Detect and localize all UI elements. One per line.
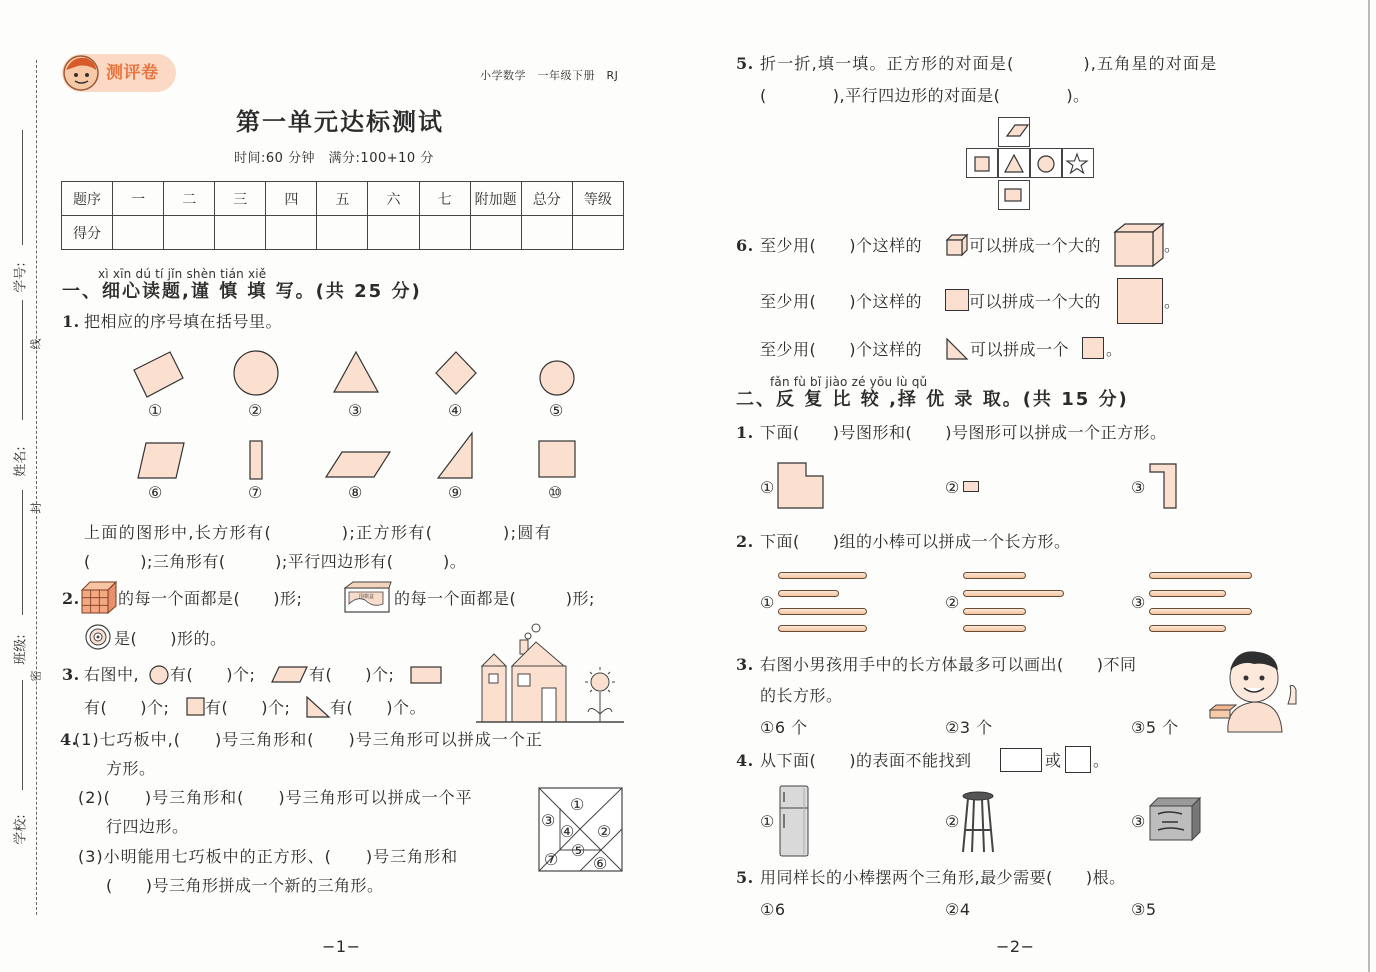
s2q2-opt2[interactable]: ② [945,593,960,612]
underline [22,680,23,790]
shape-label: ⑦ [248,483,263,502]
diamond-square-icon [436,352,476,394]
s2q5-opt1[interactable]: ①6 [760,900,786,919]
circle-shape-icon [540,361,574,395]
underline [22,490,23,615]
student-id-label: 学号: [13,262,29,293]
s2q2-opt3[interactable]: ③ [1131,593,1146,612]
circle-shape-icon [148,664,170,686]
cut-line [36,60,37,915]
q3-text-a2: 有( )个; [170,665,256,684]
score-input-cell[interactable] [368,216,419,250]
s2q3-number: 3. [736,655,754,674]
s2q4-opt3[interactable]: ③ [1131,812,1146,831]
parallelogram-shape-icon [270,665,310,685]
s2q1-opt2[interactable]: ② [945,478,960,497]
gift-box-icon [1148,796,1202,842]
tangram-label: ⑤ [571,841,586,860]
score-input-cell[interactable] [470,216,521,250]
score-input-cell[interactable] [113,216,164,250]
table-cell: 三 [215,182,266,216]
shape-label: ⑩ [548,483,563,502]
shape-label: ⑨ [448,483,463,502]
s2q4-text1: 从下面( )的表面不能找到 [760,751,972,770]
stool-icon [960,790,996,854]
r-q5-number: 5. [736,54,754,73]
page-edge [1368,0,1370,972]
shape-label: ⑥ [148,483,163,502]
score-input-cell[interactable] [317,216,368,250]
underline [22,300,23,420]
page-number-2: −2− [996,937,1035,956]
s2q5-opt3[interactable]: ③5 [1131,900,1157,919]
right-triangle-icon [304,694,332,720]
q3-text-a3: 有( )个; [309,665,395,684]
rectangle-outline-icon [1000,748,1042,772]
table-row [62,216,624,250]
stick-icon [1149,572,1252,579]
section1-pinyin: xì xīn dú tí jǐn shèn tián xiě [98,267,267,281]
tangram-label: ② [597,822,612,841]
boy-face-icon [62,54,100,92]
score-input-cell[interactable] [164,216,215,250]
shape-label: ⑤ [549,401,564,420]
l-shape-icon [776,461,826,511]
q1-answer-line2: ( );三角形有( );平行四边形有( )。 [84,552,467,571]
r-q6-line1a: 至少用( )个这样的 [760,236,922,255]
q2-part1: 的每一个面都是( )形; [118,589,303,608]
r-q5-line2: ( ),平行四边形的对面是( )。 [760,86,1090,105]
shape-label: ⑧ [348,483,363,502]
square-outline-icon [1065,746,1091,773]
r-q6-line3b: 可以拼成一个 [970,340,1070,359]
table-cell: 七 [419,182,470,216]
right-triangle-icon [944,336,970,362]
s2q3-opt2[interactable]: ②3 个 [945,718,993,737]
s2q1-text: 下面( )号图形和( )号图形可以拼成一个正方形。 [760,423,1167,442]
q4-line6: ( )号三角形拼成一个新的三角形。 [106,876,384,895]
shape-label: ③ [348,401,363,420]
target-icon [84,623,112,651]
net-symbols [966,117,1096,212]
triangle-shape-icon [1005,155,1023,172]
tangram-label: ④ [560,822,575,841]
r-q6-line3a: 至少用( )个这样的 [760,340,922,359]
s2q1-opt3[interactable]: ③ [1131,478,1146,497]
shape-label: ④ [448,401,463,420]
thin-rectangle-icon [250,441,262,479]
section1-title: 一、细心读题,谨 慎 填 写。(共 25 分) [62,281,422,302]
rectangle-shape-icon [409,665,443,685]
r-q6-line2b: 可以拼成一个大的 [969,292,1102,311]
line-mark: 线 [29,338,43,350]
r-q6-end3: 。 [1106,340,1123,359]
stick-icon [963,625,1026,632]
q1-answer-line1: 上面的图形中,长方形有( );正方形有( );圆有 [84,523,553,542]
square-shape-icon [185,696,207,718]
star-shape-icon [1067,154,1087,173]
s2q4-opt2[interactable]: ② [945,812,960,831]
table-row [62,182,624,216]
header-subject: 小学数学 一年级下册 RJ [480,69,619,82]
exam-meta: 时间:60 分钟 满分:100+10 分 [234,151,434,166]
stick-icon [778,572,867,579]
q4-number: 4. [60,730,78,749]
stick-icon [778,590,839,597]
page-number-1: −1− [322,937,361,956]
table-cell: 得分 [62,216,113,250]
stick-icon [963,572,1026,579]
table-cell: 等级 [572,182,623,216]
s2q3-line1: 右图小男孩用手中的长方体最多可以画出( )不同 [760,655,1137,674]
small-cube-icon [945,233,969,257]
small-rectangle-icon [963,481,979,492]
triangle-shape-icon [334,352,378,392]
table-cell: 二 [164,182,215,216]
s2q1-number: 1. [736,423,754,442]
s2q4-number: 4. [736,751,754,770]
score-input-cell[interactable] [266,216,317,250]
q4-line5: (3)小明能用七巧板中的正方形、( )号三角形和 [78,847,459,866]
q1-number: 1. [62,312,80,331]
r-q6-end1: 。 [1164,236,1181,255]
q2-part2: 的每一个面都是( )形; [394,589,595,608]
q4-line2: 方形。 [106,759,156,778]
q4-line3: (2)( )号三角形和( )号三角形可以拼成一个平 [78,788,473,807]
score-input-cell[interactable] [521,216,572,250]
q3-text-b1: 有( )个; [84,698,170,717]
score-input-cell[interactable] [215,216,266,250]
s2q5-text: 用同样长的小棒摆两个三角形,最少需要( )根。 [760,868,1126,887]
square-shape-icon [975,157,989,171]
name-label: 姓名: [13,446,29,477]
s2q2-opt1[interactable]: ① [760,593,775,612]
stick-icon [1149,625,1226,632]
badge-text: 测评卷 [106,63,159,83]
q3-number: 3. [62,665,80,684]
q3-text-b2: 有( )个; [205,698,291,717]
tangram-label: ⑥ [593,854,608,873]
boy-with-box-picture [1206,640,1306,738]
tangram-label: ① [570,795,585,814]
section2-title: 二、反 复 比 较 ,择 优 录 取。(共 15 分) [736,389,1129,410]
go-box-icon [343,580,393,614]
table-cell: 一 [113,182,164,216]
big-square-icon [1117,278,1163,324]
s2q4-text3: 。 [1093,751,1110,770]
small-square-icon [1082,337,1104,359]
tangram-label: ⑦ [544,850,559,869]
table-cell: 总分 [521,182,572,216]
stick-icon [778,625,867,632]
house-picture [476,622,626,724]
secret-mark: 密 [29,670,43,682]
parallelogram-shape-icon [326,452,390,477]
q2-part3: 是( )形的。 [114,629,227,648]
page-title: 第一单元达标测试 [236,107,444,136]
table-cell: 四 [266,182,317,216]
circle-shape-icon [1038,156,1054,172]
s2q1-opt1[interactable]: ① [760,478,775,497]
table-cell: 五 [317,182,368,216]
q2-number: 2. [62,589,80,608]
stick-icon [963,608,1026,615]
cube-grid-icon [80,580,118,614]
stick-icon [1149,590,1226,597]
tangram-label: ③ [541,811,556,830]
school-label: 学校: [13,814,29,845]
parallelogram-shape-icon [138,443,184,478]
refrigerator-icon [776,784,812,858]
s2q2-text: 下面( )组的小棒可以拼成一个长方形。 [760,532,1071,551]
stick-icon [1149,608,1252,615]
r-q6-line1b: 可以拼成一个大的 [969,236,1102,255]
circle-shape-icon [234,351,278,395]
r-q6-line2a: 至少用( )个这样的 [760,292,922,311]
q3-text-a1: 右图中, [84,665,140,684]
q3-text-b3: 有( )个。 [330,698,426,717]
seal-mark: 封 [29,502,43,514]
q4-line1: (1)七巧板中,( )号三角形和( )号三角形可以拼成一个正 [74,730,543,749]
r-q5-line1: 折一折,填一填。正方形的对面是( ),五角星的对面是 [760,54,1218,73]
small-square-icon [945,289,969,311]
parallelogram-shape-icon [1007,125,1028,136]
shape-label: ① [148,401,163,420]
table-cell: 题序 [62,182,113,216]
square-shape-icon [539,441,575,477]
stick-icon [778,608,867,615]
score-input-cell[interactable] [419,216,470,250]
table-cell: 附加题 [470,182,521,216]
s2q4-text2: 或 [1045,751,1062,770]
rectangle-shape-icon [134,352,183,397]
s2q5-number: 5. [736,868,754,887]
r-q6-end2: 。 [1164,292,1181,311]
right-triangle-icon [438,433,472,478]
r-q6-number: 6. [736,236,754,255]
s2q3-opt3[interactable]: ③5 个 [1131,718,1179,737]
s2q4-opt1[interactable]: ① [760,812,775,831]
s2q2-number: 2. [736,532,754,551]
section2-pinyin: fǎn fù bǐ jiào zé yōu lù qǔ [770,375,928,389]
score-input-cell[interactable] [572,216,623,250]
go-box-label: 围棋盒 [359,594,375,600]
big-cube-icon [1113,222,1165,268]
q4-line4: 行四边形。 [106,817,189,836]
s2q3-opt1[interactable]: ①6 个 [760,718,808,737]
class-label: 班级: [13,634,29,665]
rectangle-shape-icon [1005,189,1021,201]
underline [22,130,23,245]
score-table [61,181,624,250]
test-badge [62,54,176,92]
s2q5-opt2[interactable]: ②4 [945,900,971,919]
s2q3-line2: 的长方形。 [760,686,843,705]
table-cell: 六 [368,182,419,216]
shape-label: ② [248,401,263,420]
stick-icon [963,590,1064,597]
q1-text: 把相应的序号填在括号里。 [84,312,283,331]
hook-shape-icon [1148,462,1180,510]
